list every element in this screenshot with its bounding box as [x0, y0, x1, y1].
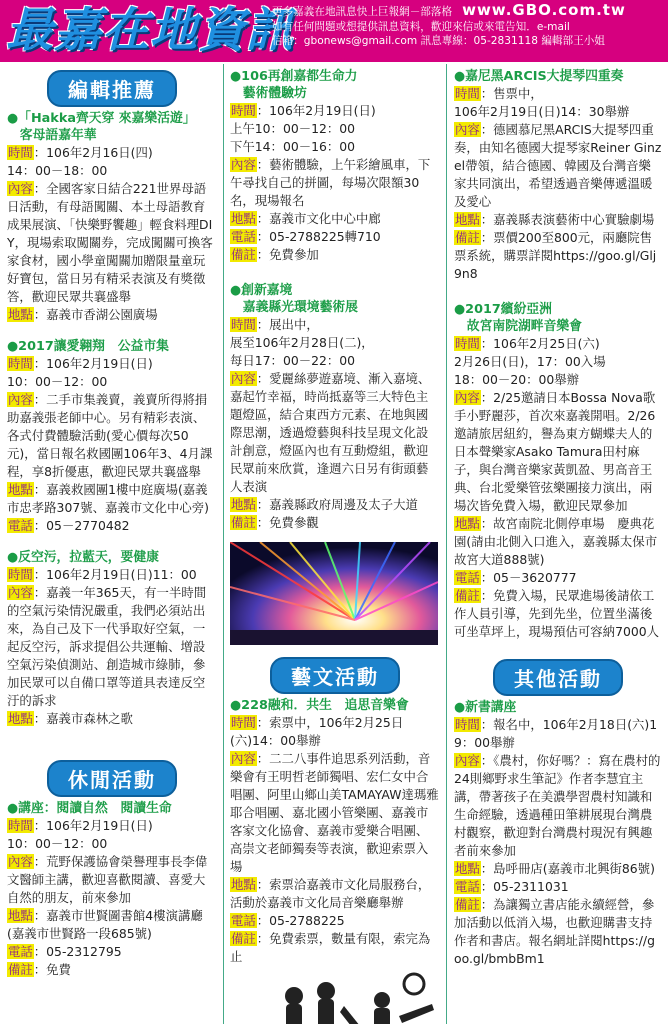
- place-label: 地點: [8, 307, 33, 322]
- content-value: ：嘉義一年365天，有一半時間的空氣污染情況嚴重，我們必須站出來，為自己及下一代爭取好空氣，一起反空污，訴求提倡公共運輸、增設空氣污染偵測站、創造城市綠肺，參加民眾可以自備口罩等道具表達反空汙的訴求: [7, 585, 207, 708]
- time-value: ：售票中，: [480, 86, 543, 101]
- time-value-2: 10：00－12：00: [7, 836, 108, 851]
- content-label: 內容: [455, 122, 480, 137]
- note-value: ：免費參加: [256, 247, 319, 262]
- place-label: 地點: [8, 482, 33, 497]
- note-label: 備註: [455, 588, 480, 603]
- note-label: 備註: [231, 515, 256, 530]
- place-value: ：島呼冊店(嘉義市北興街86號): [480, 861, 655, 876]
- event-charity-market: [7, 338, 217, 535]
- masthead-title: 最嘉在地資訊: [6, 3, 294, 58]
- time-label: 時間: [231, 715, 256, 730]
- time-value: ：106年2月19日(日): [33, 818, 153, 833]
- place-label: 地點: [455, 861, 480, 876]
- section-banner-leisure: 休閒活動: [47, 760, 177, 797]
- place-label: 地點: [455, 212, 480, 227]
- time-value: ：106年2月19日(日): [33, 356, 153, 371]
- note-value: ：票價200至800元，兩廳院售票系統，購票詳閱https://goo.gl/Glj9n8: [454, 230, 657, 281]
- place-value: ：嘉義縣政府周邊及太子大道: [256, 497, 418, 512]
- event-anti-pollution: [7, 549, 217, 728]
- column-1: [0, 64, 223, 1024]
- section-banner-editor-picks: 編輯推薦: [47, 70, 177, 107]
- column-2: [224, 64, 446, 1024]
- content-value: ：全國客家日結合221世界母語日活動，有母語闖關、本土母語教育成果展演、「快樂野饗趣」輕食料理DIY，現場索取闖關券，完成闖關可換客家食材，國小學童闖關加贈限量童玩好寶包，當日另有精采表演及有獎徵答，歡迎民眾共襄盛舉: [7, 181, 213, 304]
- time-label: 時間: [8, 567, 33, 582]
- masthead-line1: 更多嘉義在地訊息快上巨報網－部落格: [272, 6, 453, 18]
- place-label: 地點: [455, 516, 480, 531]
- time-value-3: 下午14：00－16：00: [230, 139, 356, 154]
- content-value: ：荒野保護協會榮譽理事長李偉文醫師主講，歡迎喜歡閱讀、喜愛大自然的朋友，前來參加: [7, 854, 208, 905]
- time-value-2: 展至106年2月28日(二)，: [230, 335, 374, 350]
- phone-value: ：05-2311031: [480, 879, 569, 894]
- phone-label: 電話: [455, 570, 480, 585]
- time-value-2: (六)14：00舉辦: [230, 733, 321, 748]
- phone-value: ：05-2312795: [33, 944, 122, 959]
- time-value: ：106年2月19日(日): [256, 103, 376, 118]
- time-value-2: 2月26日(日)，17：00入場: [454, 354, 606, 369]
- place-value: ：索票洽嘉義市文化局服務台，活動於嘉義市文化局音樂廳舉辦: [230, 877, 431, 910]
- time-label: 時間: [8, 818, 33, 833]
- time-label: 時間: [455, 336, 480, 351]
- light-tunnel-photo: [230, 542, 438, 645]
- content-label: 內容: [231, 371, 256, 386]
- note-value: ：為讓獨立書店能永續經營，參加活動以低消入場，也歡迎購書支持作者和書店。報名網址詳閱https://goo.gl/bmbBm1: [454, 897, 655, 966]
- event-subtitle: 客母語嘉年華: [7, 128, 97, 143]
- content-value: ：2/25邀請日本Bossa Nova歌手小野麗莎，首次來嘉義開唱。2/26邀請旅居紐約，譽為東方蝴蝶夫人的日本聲樂家Asako Tamura田村麻子，與台灣音樂家黃凱盈、男高音王典、台北愛樂管弦樂團接力演出，兩場次皆免費入場，歡迎民眾參加: [454, 390, 656, 513]
- place-label: 地點: [8, 908, 33, 923]
- place-value: ：嘉義市文化中心中廊: [256, 211, 381, 226]
- event-title: ●嘉尼黑ARCIS大提琴四重奏: [454, 69, 624, 84]
- event-title: ●2017繽紛亞洲: [454, 302, 552, 317]
- content-label: 內容: [455, 390, 480, 405]
- place-label: 地點: [231, 877, 256, 892]
- phone-value: ：05－3620777: [480, 570, 577, 585]
- note-label: 備註: [231, 247, 256, 262]
- event-art-workshop: [230, 68, 440, 264]
- content-value: ：二手市集義賣，義賣所得將捐助嘉義張老師中心。另有精彩表演、各式付費體驗活動(愛心價每次50元)，當日報名救國團106年3、4月課程，享8折優惠，歡迎民眾共襄盛舉: [7, 392, 213, 479]
- masthead-info: [272, 3, 664, 49]
- place-label: 地點: [231, 211, 256, 226]
- place-value: ：嘉義市森林之歌: [33, 711, 133, 726]
- content-value: ：德國慕尼黑ARCIS大提琴四重奏，由知名德國大提琴家Reiner Ginzel帶領，結合德國、韓國及台灣音樂家共同演出，希望透過音樂傳遞溫暖及愛心: [454, 122, 662, 209]
- content-value: ：《農村，你好嗎？：寫在農村的24則鄉野求生筆記》作者李慧宜主講，帶著孩子在美濃學習農村知識和生命經驗，透過種田筆耕展現台灣農村觀察，歡迎對台灣農村現況有興趣者前來參加: [454, 753, 661, 858]
- time-label: 時間: [231, 103, 256, 118]
- note-value: ：免費參觀: [256, 515, 319, 530]
- note-label: 備註: [455, 230, 480, 245]
- event-228-concert: [230, 697, 440, 966]
- event-title: ●講座：閱讀自然 閱讀生命: [7, 801, 172, 816]
- place-value: ：嘉義市世賢圖書館4樓演講廳(嘉義市世賢路一段685號): [7, 908, 203, 941]
- time-label: 時間: [455, 86, 480, 101]
- content-value: ：二二八事件追思系列活動，音樂會有王明哲老師獨唱、宏仁女中合唱團、阿里山鄉山美TAMAYAW達瑪雅耶合唱團、嘉北國小管樂團、嘉義市客家文化協會、嘉義市愛樂合唱團、高崇文老師獨奏等表演，歡迎索票入場: [230, 751, 439, 874]
- time-label: 時間: [8, 145, 33, 160]
- event-title: ●106再創嘉都生命力: [230, 69, 358, 84]
- place-label: 地點: [8, 711, 33, 726]
- event-subtitle: 嘉義縣光環境藝術展: [230, 300, 358, 315]
- event-title: ●反空污，拉藍天，要健康: [7, 550, 159, 565]
- place-value: ：嘉義市香湖公園廣場: [33, 307, 158, 322]
- column-3: [448, 64, 668, 1024]
- content-label: 內容: [8, 585, 33, 600]
- note-value: ：免費入場，民眾進場後請依工作人員引導，先到先坐，位置坐滿後可坐草坪上，現場預估可容納7000人: [454, 588, 660, 639]
- phone-value: ：05-2788225: [256, 913, 345, 928]
- content-label: 內容: [231, 157, 256, 172]
- phone-value: ：05－2770482: [33, 518, 130, 533]
- website-link[interactable]: www.GBO.com.tw: [462, 3, 626, 19]
- place-value: ：嘉義救國團1樓中庭廣場(嘉義市忠孝路307號、嘉義市文化中心旁): [7, 482, 209, 515]
- column-divider: [446, 64, 447, 1024]
- time-value: ：106年2月16日(四): [33, 145, 153, 160]
- masthead: [0, 0, 668, 62]
- time-value: ：106年2月25日(六): [480, 336, 600, 351]
- note-label: 備註: [8, 962, 33, 977]
- note-value: ：免費索票，數量有限，索完為止: [230, 931, 431, 964]
- event-subtitle: 故宮南院湖畔音樂會: [454, 319, 582, 334]
- place-value: ：嘉義縣表演藝術中心實驗劇場: [480, 212, 655, 227]
- time-value-3: 18：00－20：00舉辦: [454, 372, 580, 387]
- event-title: ●2017讓愛翱翔 公益市集: [7, 339, 169, 354]
- time-value-2: 上午10：00－12：00: [230, 121, 356, 136]
- time-value-2: 14：00－18：00: [7, 163, 108, 178]
- section-banner-arts: 藝文活動: [270, 657, 400, 694]
- phone-label: 電話: [8, 944, 33, 959]
- place-label: 地點: [231, 497, 256, 512]
- time-value: ：報名中，106年2月18日(六)19：00舉辦: [454, 717, 658, 750]
- phone-label: 電話: [8, 518, 33, 533]
- masthead-line2: 如有任何問題或想提供訊息資料，歡迎來信或來電告知．e-mail: [272, 20, 570, 33]
- event-title: ●新書講座: [454, 700, 517, 715]
- time-value: ：106年2月19日(日)11：00: [33, 567, 197, 582]
- event-hakka-festival: [7, 110, 217, 324]
- time-label: 時間: [8, 356, 33, 371]
- event-cello-quartet: [454, 68, 662, 283]
- content-label: 內容: [8, 854, 33, 869]
- time-value-2: 10：00－12：00: [7, 374, 108, 389]
- content-label: 內容: [231, 751, 256, 766]
- content-label: 內容: [8, 181, 33, 196]
- note-value: ：免費: [33, 962, 71, 977]
- masthead-line3: 信箱：gbonews@gmail.com 訊息專線：05-2831118 編輯部王小姐: [272, 35, 605, 47]
- content-label: 內容: [455, 753, 480, 768]
- event-lakeside-concert: [454, 301, 662, 641]
- time-label: 時間: [455, 717, 480, 732]
- time-value-2: 106年2月19日(日)14：30舉辦: [454, 104, 630, 119]
- note-label: 備註: [455, 897, 480, 912]
- time-value: ：展出中，: [256, 317, 319, 332]
- event-title: ●228融和．共生 追思音樂會: [230, 698, 409, 713]
- phone-label: 電話: [231, 913, 256, 928]
- content-value: ：藝術體驗，上午彩繪風車，下午尋找自己的拼圖，每場次限額30名，現場報名: [230, 157, 431, 208]
- phone-value: ：05-2788225轉710: [256, 229, 381, 244]
- section-banner-other: 其他活動: [493, 659, 623, 696]
- time-label: 時間: [231, 317, 256, 332]
- event-title: ●「Hakka齊天穿 來嘉樂活遊」: [7, 111, 196, 126]
- woodcut-illustration: [264, 966, 440, 1024]
- event-reading-lecture: [7, 800, 217, 979]
- content-value: ：愛麗絲夢遊嘉境、漸入嘉境、嘉起竹幸福，時尚抵嘉等三大特色主題燈區，結合東西方元素、在地與國際思潮，透過燈藝與科技呈現文化設計創意，燈區內也有互動燈組，歡迎民眾前來欣賞，逢週六日另有街頭藝人表演: [230, 371, 431, 494]
- phone-label: 電話: [231, 229, 256, 244]
- place-value: ：故宮南院北側停車場 慶典花園(請由北側入口進入，嘉義縣太保市故宮大道888號): [454, 516, 658, 567]
- event-light-art: [230, 282, 440, 532]
- event-title: ●創新嘉境: [230, 283, 293, 298]
- event-book-talk: [454, 699, 662, 968]
- time-value-3: 每日17：00－22：00: [230, 353, 356, 368]
- time-value: ：索票中，106年2月25日: [256, 715, 404, 730]
- content-label: 內容: [8, 392, 33, 407]
- event-subtitle: 藝術體驗坊: [230, 86, 307, 101]
- note-label: 備註: [231, 931, 256, 946]
- phone-label: 電話: [455, 879, 480, 894]
